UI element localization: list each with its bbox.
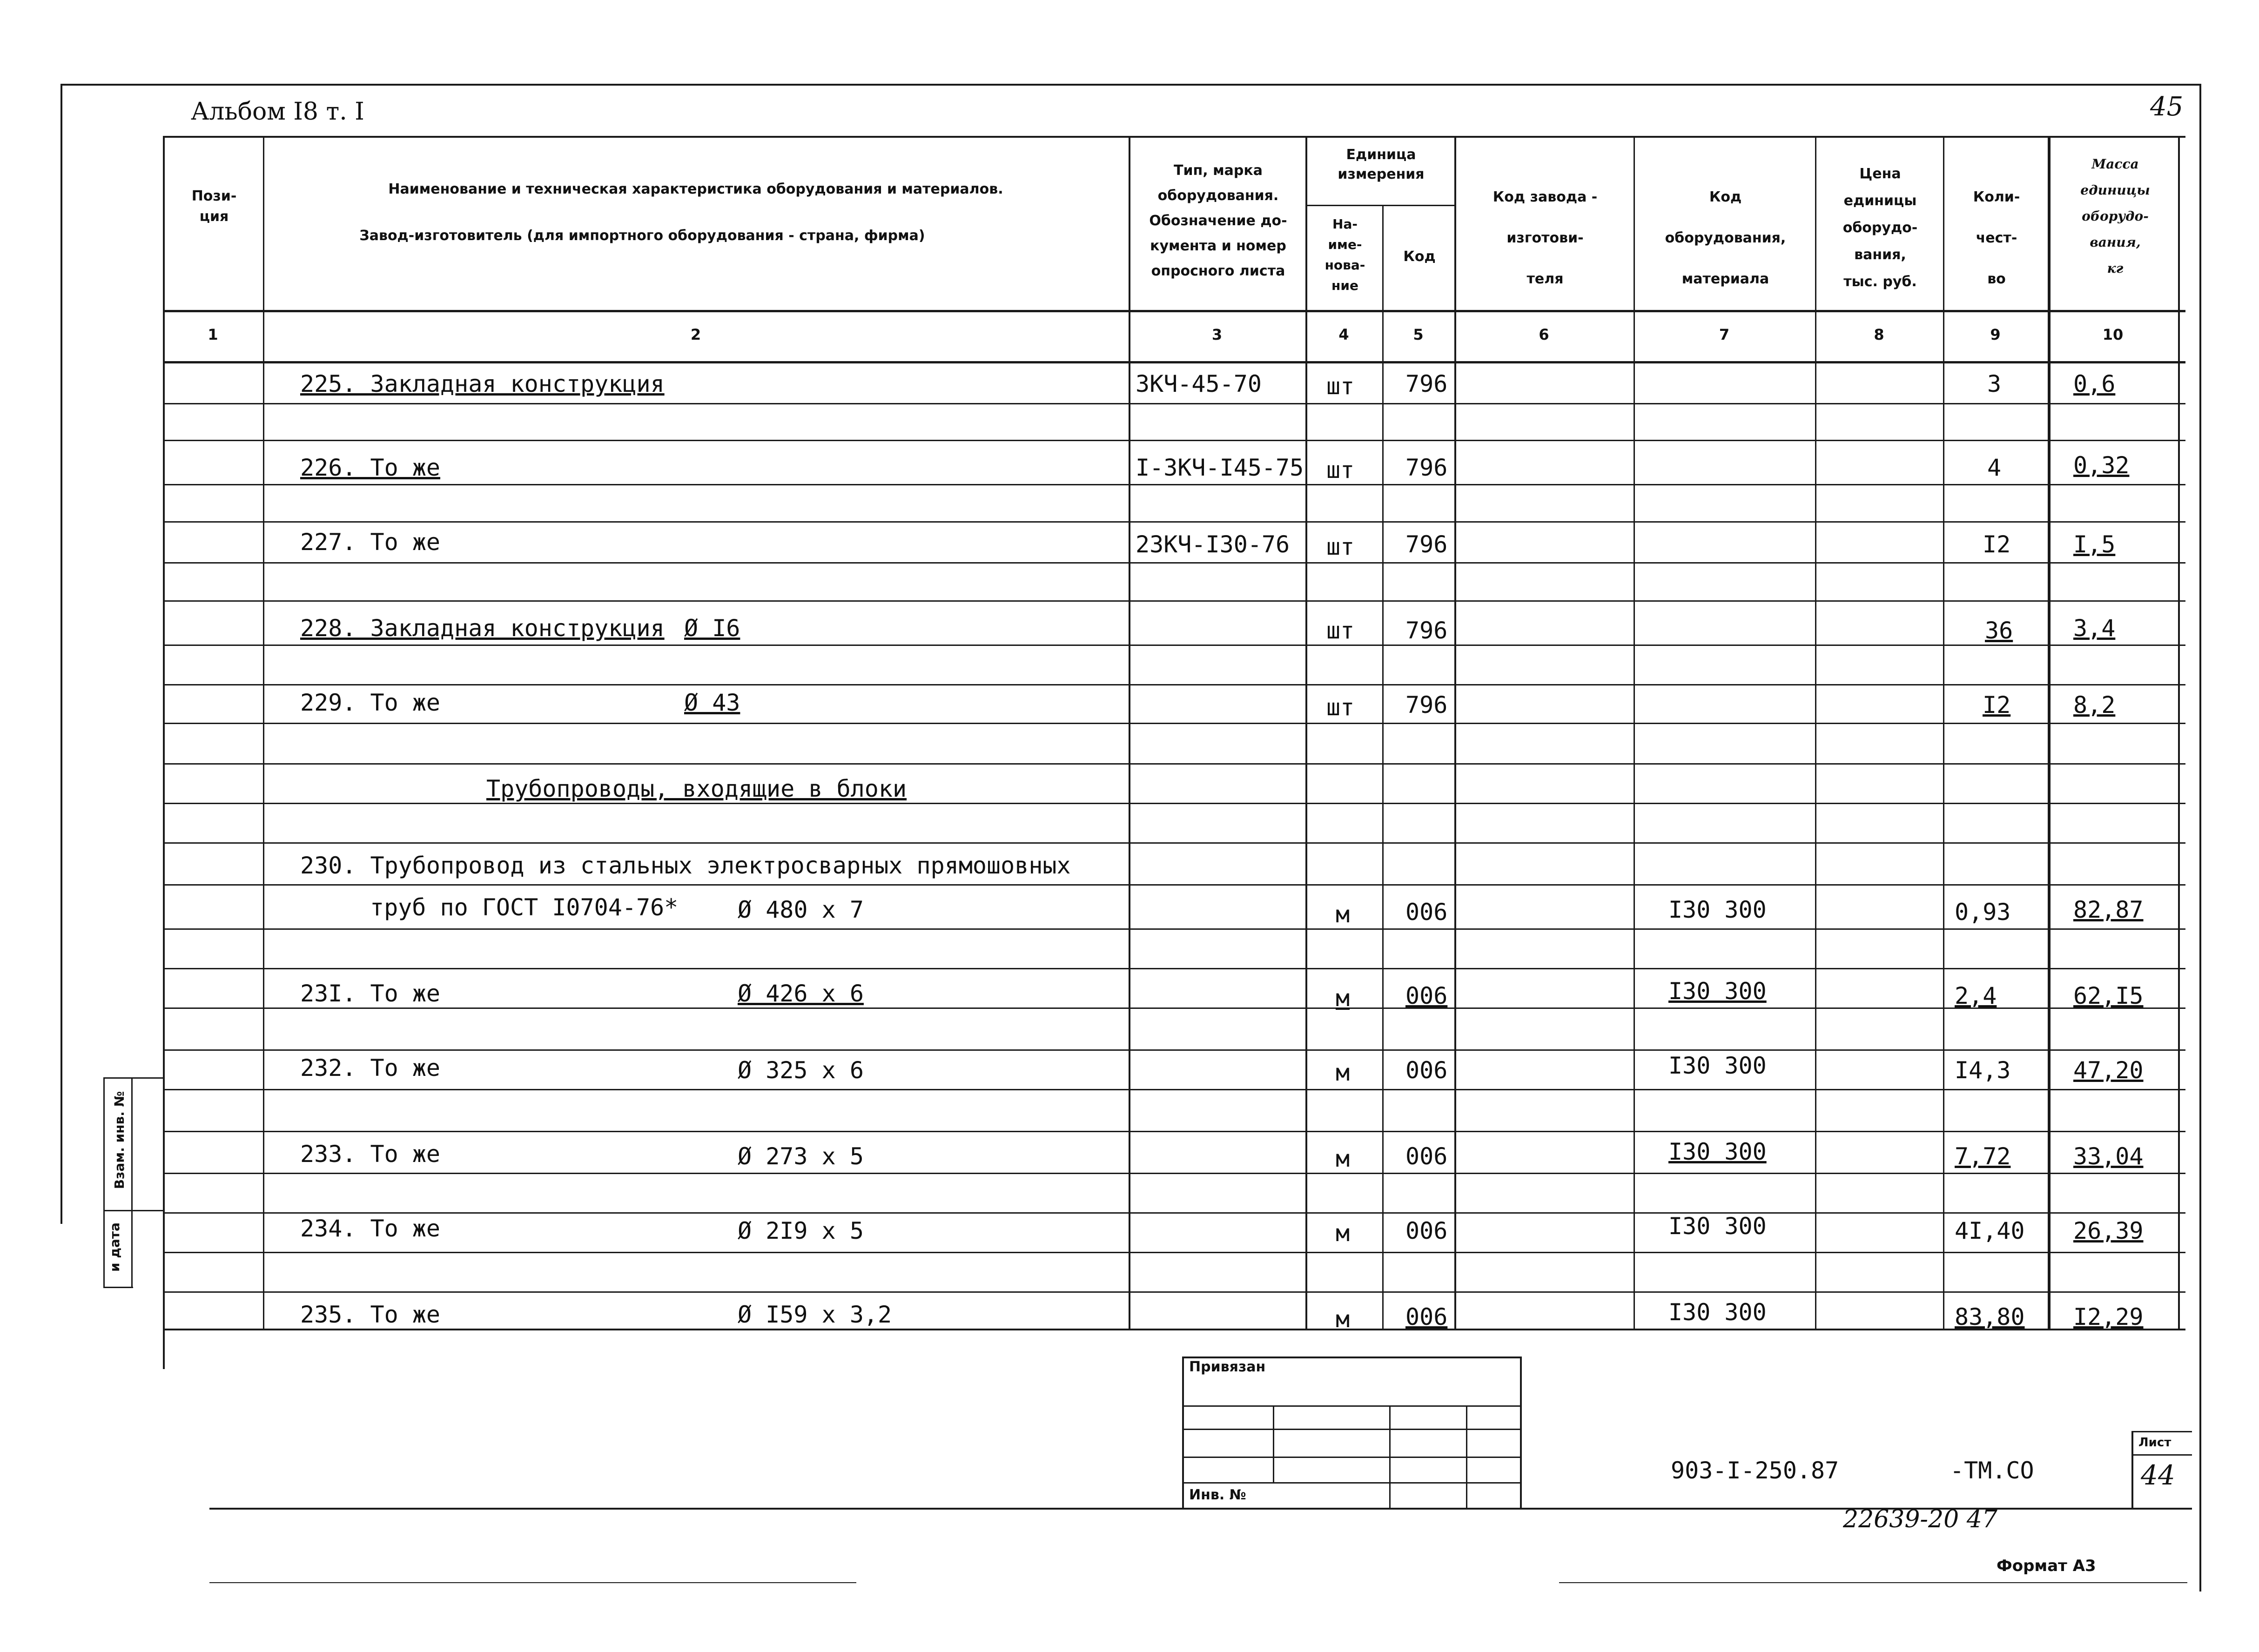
col-header-mass: Масса единицы оборудо- вания, кг xyxy=(2080,156,2150,276)
col-header-name: Наименование и техническая характеристика оборудования и материалов. xyxy=(388,181,1003,197)
item-name: 225. Закладная конструкция xyxy=(300,370,665,397)
item-unit: м xyxy=(1336,985,1350,1012)
item-unit: м xyxy=(1336,1059,1350,1086)
side-date-label: и дата xyxy=(107,1222,122,1272)
item-diameter: Ø 43 xyxy=(684,689,740,716)
item-qty: I4,3 xyxy=(1955,1057,2011,1084)
col-header-unit: Единица измерения xyxy=(1338,147,1425,182)
stamp-inv: Инв. № xyxy=(1189,1487,1246,1503)
item-unit-code: 796 xyxy=(1405,370,1448,397)
item-mass: 47,20 xyxy=(2073,1057,2144,1084)
item-mass: 8,2 xyxy=(2073,692,2116,719)
side-vzam-label: Взам. инв. № xyxy=(112,1091,127,1189)
item-type: 2ЗКЧ-I30-76 xyxy=(1136,531,1290,558)
item-unit: м xyxy=(1336,1145,1350,1172)
item-type: ЗКЧ-45-70 xyxy=(1136,370,1262,397)
item-unit: м xyxy=(1336,1306,1350,1333)
col-header-material-code: Код оборудования, материала xyxy=(1665,189,1786,287)
item-qty: 4 xyxy=(1987,454,2002,481)
item-material-code: I30 300 xyxy=(1668,896,1767,923)
document-code: 903-I-250.87 xyxy=(1671,1457,1839,1484)
section-heading: Трубопроводы, входящие в блоки xyxy=(486,775,907,802)
item-name: 230. Трубопровод из стальных электросварных прямошовных xyxy=(300,852,1071,879)
frame-left xyxy=(61,84,62,1224)
col-num-6: 6 xyxy=(1539,326,1549,343)
item-unit-code: 006 xyxy=(1405,1143,1448,1170)
item-qty: 0,93 xyxy=(1955,899,2011,926)
item-material-code: I30 300 xyxy=(1668,1213,1767,1240)
item-qty: 2,4 xyxy=(1955,982,1997,1009)
item-material-code: I30 300 xyxy=(1668,1299,1767,1326)
col-header-manufacturer: Завод-изготовитель (для импортного оборудования - страна, фирма) xyxy=(359,228,925,244)
item-unit-code: 006 xyxy=(1405,1057,1448,1084)
sheet-number: 44 xyxy=(2141,1459,2175,1491)
item-unit-code: 006 xyxy=(1405,982,1448,1009)
item-mass: 62,I5 xyxy=(2073,982,2144,1009)
col-header-position: Пози- ция xyxy=(191,188,237,225)
stamp-privyazan: Привязан xyxy=(1189,1359,1266,1375)
col-num-9: 9 xyxy=(1990,326,2001,343)
item-qty: 7,72 xyxy=(1955,1143,2011,1170)
col-header-quantity: Коли- чест- во xyxy=(1973,189,2020,287)
item-mass: 33,04 xyxy=(2073,1143,2144,1170)
col-header-unit-code: Код xyxy=(1403,248,1436,265)
sheet-label: Лист xyxy=(2138,1436,2172,1450)
item-diameter: Ø 426 x 6 xyxy=(738,980,864,1007)
col-num-5: 5 xyxy=(1413,326,1424,343)
document-suffix: -ТМ.СО xyxy=(1950,1457,2034,1484)
item-mass: 0,6 xyxy=(2073,370,2116,397)
item-qty: 83,80 xyxy=(1955,1303,2025,1330)
item-diameter: Ø I59 x 3,2 xyxy=(738,1301,892,1328)
item-mass: 26,39 xyxy=(2073,1217,2144,1244)
item-qty: 3 xyxy=(1987,370,2002,397)
item-name: 229. То же xyxy=(300,689,441,716)
item-unit-code: 006 xyxy=(1405,1217,1448,1244)
item-unit: шт xyxy=(1326,373,1355,400)
sheet-corner-number: 45 xyxy=(2150,92,2184,122)
item-name: 232. То же xyxy=(300,1054,441,1081)
item-unit-code: 796 xyxy=(1405,531,1448,558)
item-type: I-ЗКЧ-I45-75 xyxy=(1136,454,1304,481)
format-label: Формат А3 xyxy=(1997,1557,2096,1575)
item-diameter: Ø 273 x 5 xyxy=(738,1143,864,1170)
item-name: 233. То же xyxy=(300,1141,441,1168)
col-header-factory-code: Код завода - изготови- теля xyxy=(1493,189,1598,287)
item-unit: шт xyxy=(1326,694,1355,721)
col-header-price: Цена единицы оборудо- вания, тыс. руб. xyxy=(1842,166,1918,290)
item-name: 228. Закладная конструкция xyxy=(300,615,665,642)
album-label: Альбом I8 т. I xyxy=(191,98,364,126)
item-mass: 0,32 xyxy=(2073,452,2130,479)
frame-right xyxy=(2199,84,2201,1592)
item-mass: I,5 xyxy=(2073,531,2116,558)
item-qty: I2 xyxy=(1983,692,2011,719)
item-name: 235. То же xyxy=(300,1301,441,1328)
item-diameter: Ø 325 x 6 xyxy=(738,1057,864,1084)
col-header-unit-name: На- име- нова- ние xyxy=(1324,216,1365,293)
item-mass: 3,4 xyxy=(2073,615,2116,642)
item-name: 227. То же xyxy=(300,529,441,556)
item-diameter: Ø I6 xyxy=(684,615,740,642)
col-num-7: 7 xyxy=(1719,326,1730,343)
item-mass: 82,87 xyxy=(2073,896,2144,923)
item-unit: шт xyxy=(1326,457,1355,484)
col-num-2: 2 xyxy=(690,326,701,343)
item-material-code: I30 300 xyxy=(1668,978,1767,1005)
item-material-code: I30 300 xyxy=(1668,1138,1767,1165)
item-material-code: I30 300 xyxy=(1668,1052,1767,1079)
handwritten-number: 22639-20 47 xyxy=(1843,1505,1997,1533)
item-unit-code: 796 xyxy=(1405,617,1448,644)
col-num-8: 8 xyxy=(1874,326,1884,343)
col-num-1: 1 xyxy=(208,326,218,343)
item-unit: м xyxy=(1336,1220,1350,1247)
item-unit-code: 006 xyxy=(1405,1303,1448,1330)
item-name-cont: труб по ГОСТ I0704-76* xyxy=(370,894,679,921)
item-qty: I2 xyxy=(1983,531,2011,558)
footer-line-right xyxy=(1559,1582,2187,1583)
frame-top xyxy=(61,84,2201,86)
item-unit: м xyxy=(1336,901,1350,928)
col-header-type: Тип, марка оборудования. Обозначение до- кумента и номер опросного листа xyxy=(1149,162,1287,279)
item-qty: 4I,40 xyxy=(1955,1217,2025,1244)
item-diameter: Ø 2I9 x 5 xyxy=(738,1217,864,1244)
item-unit: шт xyxy=(1326,533,1355,560)
item-qty: 36 xyxy=(1985,617,2013,644)
item-mass: I2,29 xyxy=(2073,1303,2144,1330)
item-name: 234. То же xyxy=(300,1215,441,1242)
footer-line-left xyxy=(209,1582,856,1583)
item-unit-code: 796 xyxy=(1405,454,1448,481)
item-unit-code: 796 xyxy=(1405,692,1448,719)
col-num-10: 10 xyxy=(2102,326,2124,343)
item-name: 226. То же xyxy=(300,454,441,481)
col-num-3: 3 xyxy=(1211,326,1223,343)
item-name: 23I. То же xyxy=(300,980,441,1007)
col-num-4: 4 xyxy=(1338,326,1349,343)
item-diameter: Ø 480 x 7 xyxy=(738,896,864,923)
item-unit: шт xyxy=(1326,617,1355,644)
item-unit-code: 006 xyxy=(1405,899,1448,926)
